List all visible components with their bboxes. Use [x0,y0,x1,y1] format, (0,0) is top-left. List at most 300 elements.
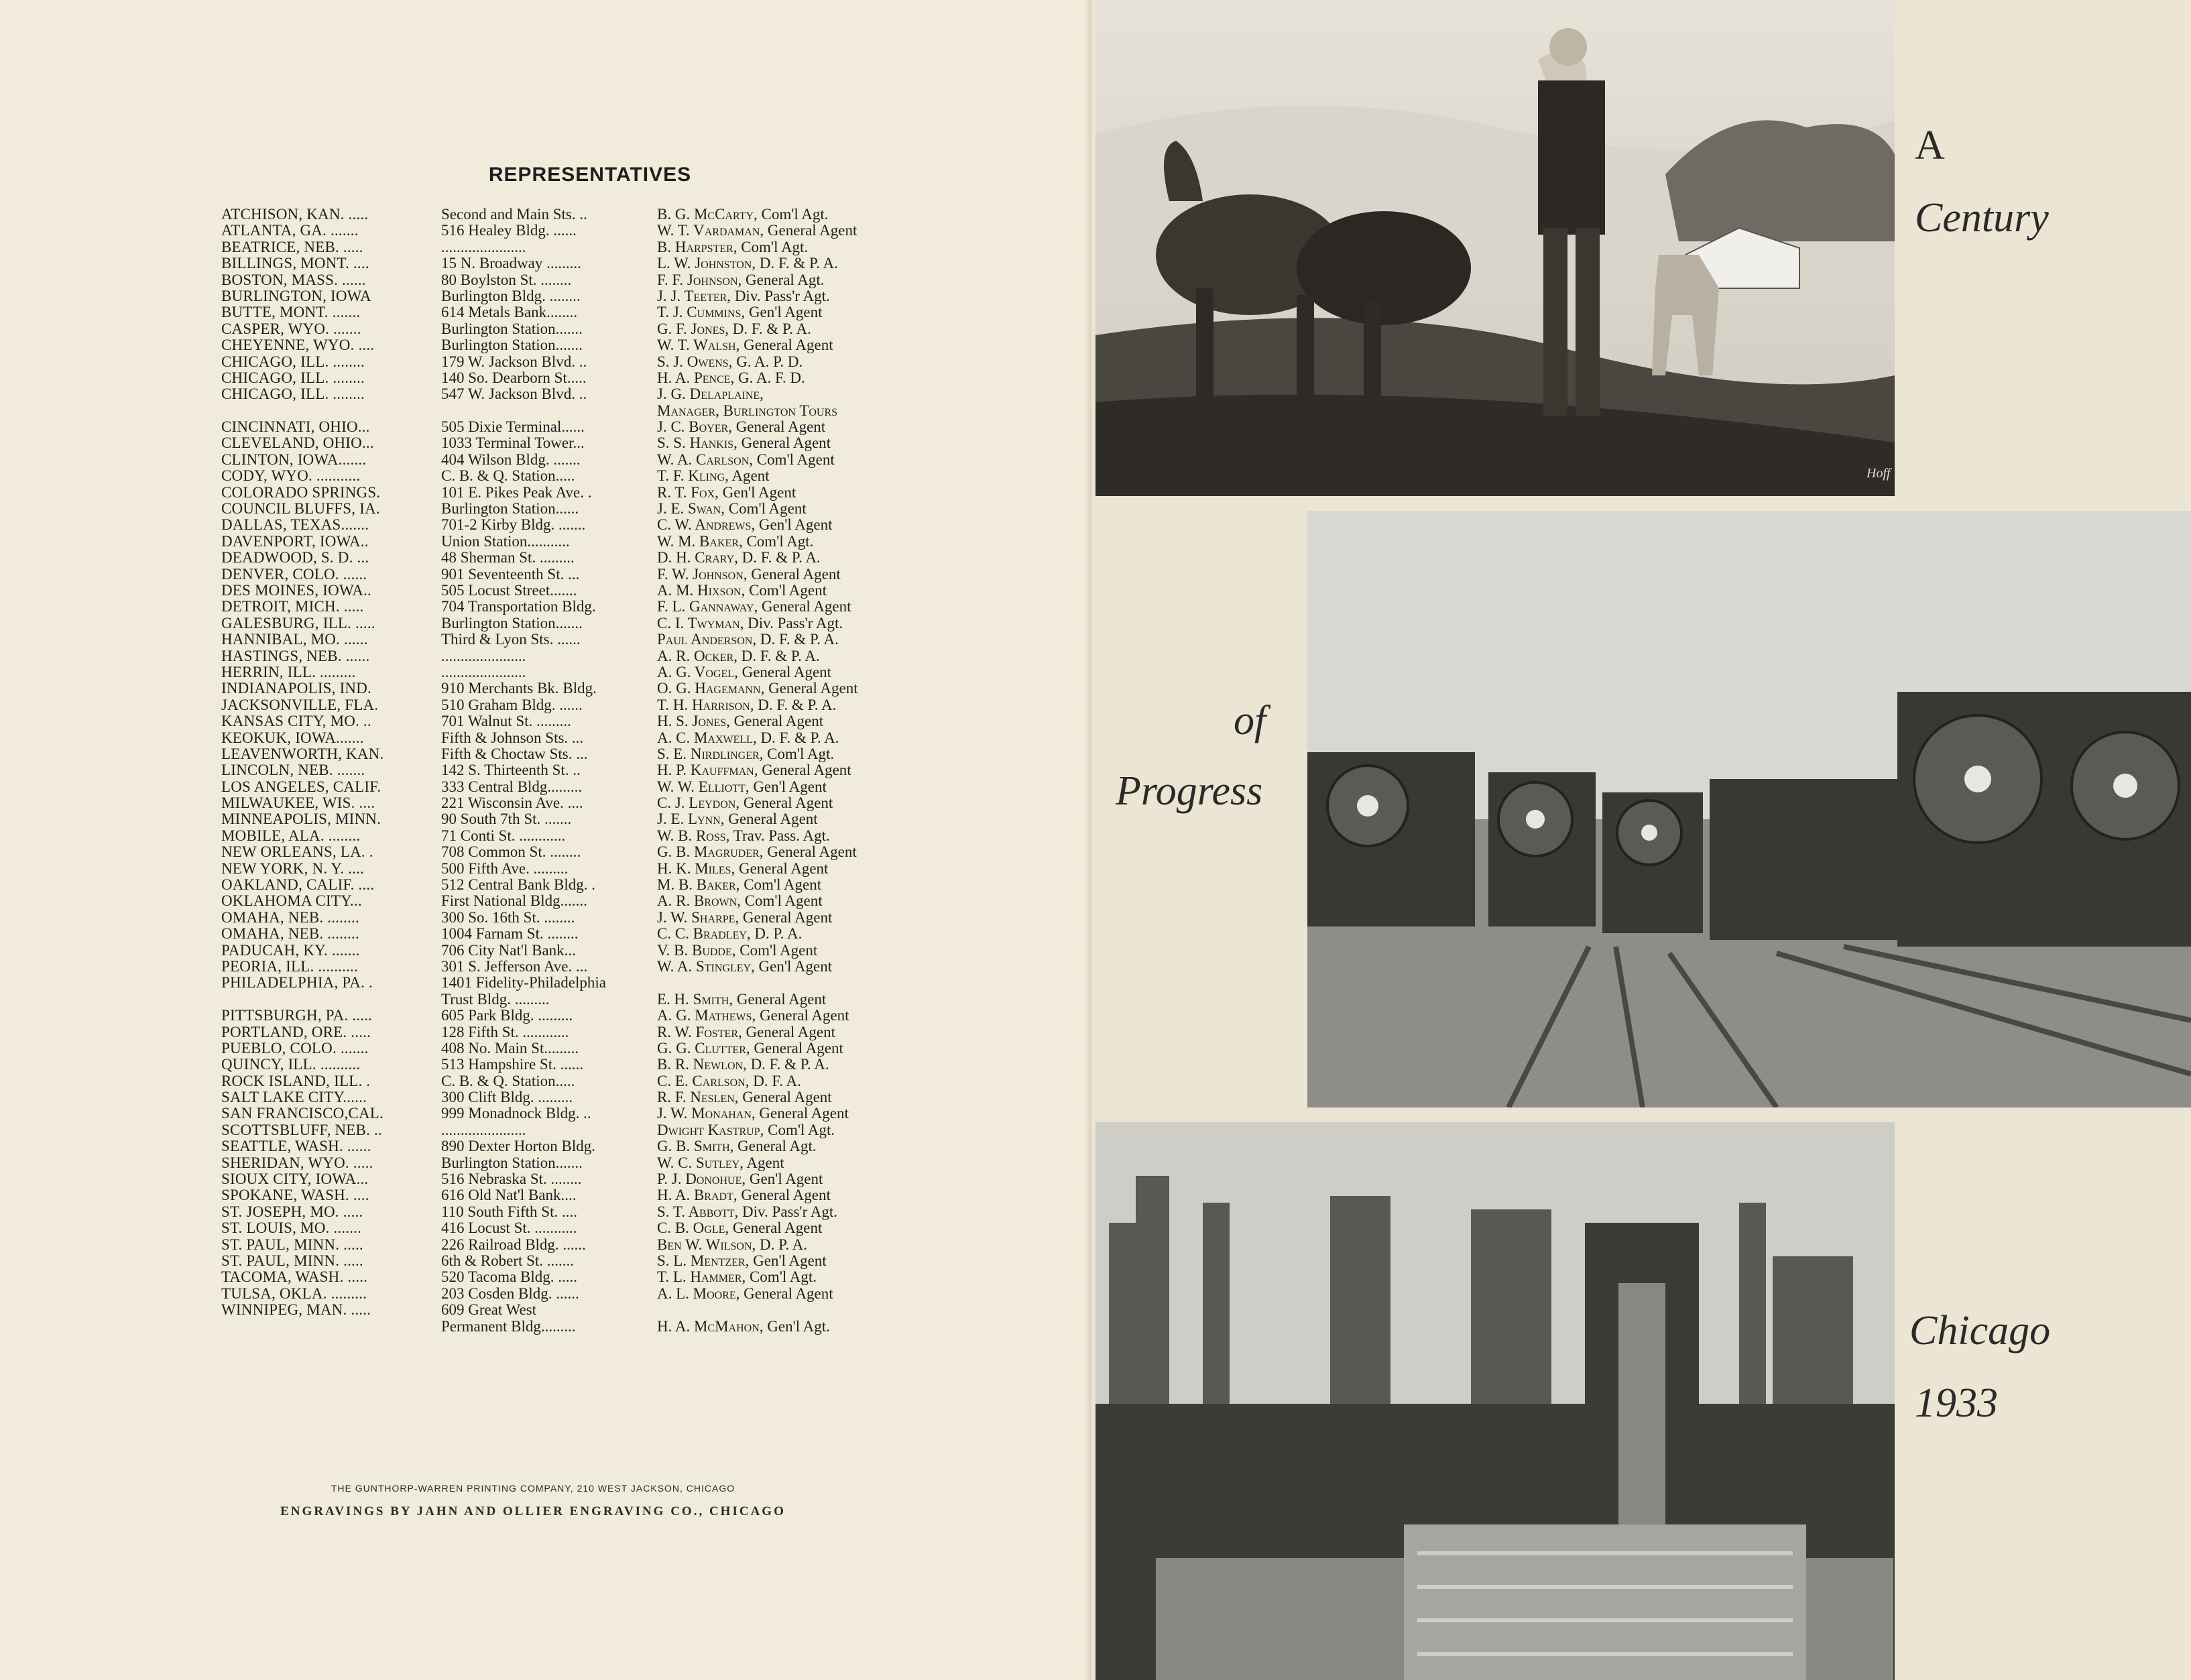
rep-address: 516 Healey Bldg. ...... [441,223,577,239]
representative-row [221,517,919,533]
rep-address: Burlington Station....... [441,320,583,337]
representative-row [221,861,919,877]
representative-row [221,926,919,942]
rep-city: KEOKUK, IOWA....... [221,729,364,746]
rep-agent [657,779,827,795]
rep-agent-title: Com'l Agt. [764,1121,835,1138]
rep-agent-title: General Agent [755,1105,849,1122]
rep-agent-name: T. J. Cummins, [657,304,746,321]
rep-address: Burlington Station...... [441,501,579,518]
rep-agent-title: Com'l Agent [753,451,835,468]
rep-agent [657,730,839,746]
representative-row [221,1187,919,1203]
rep-agent-title: Gen'l Agent [754,957,833,975]
rep-agent-title: Com'l Agent [724,500,807,518]
rep-city: DES MOINES, IOWA.. [221,582,372,599]
rep-agent-name: L. W. Johnston, [657,255,756,272]
rep-city: CHICAGO, ILL. ........ [221,353,365,370]
rep-agent-title: Div. Pass'r Agt. [738,1203,837,1220]
rep-agent-name: W. W. Elliott, [657,778,750,795]
rep-agent [657,485,796,501]
rep-agent [657,992,826,1008]
rep-agent [657,910,832,926]
rep-city: COLORADO SPRINGS. [221,484,381,501]
rep-address: 300 So. 16th St. ........ [441,909,575,926]
representative-row [221,321,919,337]
representatives-heading: REPRESENTATIVES [488,164,692,186]
rep-agent-name: H. K. Miles, [657,859,735,877]
rep-city: MILWAUKEE, WIS. .... [221,795,375,812]
rep-agent-title: General Agent [739,794,833,812]
rep-agent [657,680,858,697]
rep-city: HASTINGS, NEB. ...... [221,648,370,664]
rep-agent-title: General Agent [756,1007,849,1024]
rep-address: C. B. & Q. Station..... [441,1073,575,1089]
rep-address: 1033 Terminal Tower... [441,435,585,452]
rep-agent-title: General Agent [747,565,841,583]
right-page [1091,0,2191,1680]
rep-address: 614 Metals Bank........ [441,304,578,321]
rep-agent-name: A. C. Maxwell, [657,729,757,746]
rep-agent-name: F. W. Johnson, [657,565,748,583]
representative-row [221,386,919,402]
rep-agent [657,1220,822,1236]
rep-agent [657,583,827,599]
rep-agent-name: S. J. Owens, [657,353,733,370]
rep-address: 609 Great West [441,1302,537,1319]
rep-agent [657,713,823,729]
rep-city: SAN FRANCISCO,CAL. [221,1105,383,1122]
rep-agent [657,1187,831,1203]
rep-address: 500 Fifth Ave. ......... [441,860,569,877]
representative-row [221,779,919,795]
rep-address: ...................... [441,648,526,664]
rep-agent-title: D. F. & P. A. [729,320,811,337]
representative-row [221,1138,919,1154]
representative-row [221,272,919,288]
representative-row [221,697,919,713]
representative-row [221,632,919,648]
rep-agent-title: General Agent [742,1023,835,1040]
rep-address: 520 Tacoma Bldg. ..... [441,1269,578,1286]
rep-city: CHEYENNE, WYO. .... [221,337,375,354]
rep-city: BOSTON, MASS. ...... [221,272,366,288]
title-of: of [1234,698,1266,743]
representative-row [221,746,919,762]
rep-agent-title: General Agent [750,1039,843,1057]
rep-agent-title: D. P. A. [756,1236,807,1253]
rep-agent [657,1253,827,1269]
representative-row [221,419,919,435]
rep-agent [657,959,832,975]
rep-agent-title: D. F. & P. A. [756,729,839,746]
rep-agent-name: F. L. Gannaway, [657,598,758,615]
rep-city: BILLINGS, MONT. .... [221,255,369,272]
rep-agent-title: D. F. & P. A. [756,631,839,648]
rep-agent [657,354,803,370]
rep-agent-name: J. G. Delaplaine, [657,385,764,403]
representative-row [221,288,919,304]
rep-address: 90 South 7th St. ....... [441,811,572,828]
rep-agent-name: S. E. Nirdlinger, [657,745,764,762]
rep-city: LINCOLN, NEB. ....... [221,762,365,779]
representative-row [221,811,919,827]
rep-address: 616 Old Nat'l Bank.... [441,1187,577,1204]
rep-address: 6th & Robert St. ....... [441,1253,575,1269]
rep-agent-title: General Agt. [742,271,825,288]
representative-row [221,534,919,550]
rep-city: SEATTLE, WASH. ...... [221,1138,371,1155]
rep-agent-title: Manager, Burlington Tours [657,402,838,419]
representative-row [221,1155,919,1171]
rep-agent-name: J. C. Boyer, [657,418,732,436]
rep-agent-name: W. T. Vardaman, [657,222,764,239]
rep-address: Third & Lyon Sts. ...... [441,632,581,648]
rep-address: 505 Locust Street....... [441,582,577,599]
title-century: Century [1915,195,2049,241]
rep-agent [657,893,823,909]
rep-city: CHICAGO, ILL. ........ [221,386,365,403]
rep-address: 101 E. Pikes Peak Ave. . [441,484,592,501]
representative-row [221,304,919,320]
rep-agent-name: S. L. Mentzer, [657,1252,750,1269]
rep-city: CLEVELAND, OHIO... [221,435,374,452]
rep-agent [657,1024,835,1040]
rep-agent-title: D. P. A. [750,925,803,943]
rep-agent-title: D. F. & P. A. [737,549,821,566]
representative-row [221,599,919,615]
rep-agent [657,648,820,664]
rep-agent [657,370,805,386]
rep-agent-title: General Agent [737,1187,831,1204]
rep-agent [657,1122,835,1138]
rep-agent-name: C. I. Twyman, [657,614,744,632]
representative-row [221,435,919,451]
rep-agent [657,566,841,583]
rep-agent-name: G. G. Clutter, [657,1039,750,1057]
rep-address: 301 S. Jefferson Ave. ... [441,958,588,975]
rep-address: 890 Dexter Horton Bldg. [441,1138,595,1155]
rep-agent [657,1237,807,1253]
rep-agent [657,1155,784,1171]
rep-address: 408 No. Main St......... [441,1040,579,1057]
rep-city: LOS ANGELES, CALIF. [221,778,381,795]
rep-address: 512 Central Bank Bldg. . [441,877,595,894]
rep-address: 221 Wisconsin Ave. .... [441,795,583,812]
rep-agent-name: J. E. Lynn, [657,811,725,828]
rep-city: CLINTON, IOWA....... [221,451,367,468]
rep-address: 80 Boylston St. ........ [441,272,572,288]
rep-city: PITTSBURGH, PA. ..... [221,1008,373,1024]
rep-agent-title: General Agent [738,1089,832,1106]
rep-city: PORTLAND, ORE. ..... [221,1024,371,1040]
representative-row [221,206,919,223]
rep-address: 513 Hampshire St. ...... [441,1057,584,1073]
rep-agent [657,632,839,648]
rep-city: SIOUX CITY, IOWA... [221,1171,369,1188]
rep-address: Trust Bldg. ......... [441,991,550,1008]
rep-agent-title: G. A. F. D. [734,369,805,386]
rep-address: ...................... [441,239,526,255]
rep-agent [657,926,802,942]
representative-row [221,1237,919,1253]
rep-agent [657,1138,817,1154]
rep-agent-title: Gen'l Agent [755,516,833,534]
rep-agent [657,943,817,959]
rep-city: HANNIBAL, MO. ...... [221,632,368,648]
rep-agent-title: Div. Pass'r Agt. [731,287,830,304]
rep-agent-name: T. F. Kling, [657,467,729,485]
rep-agent-title: General Agent [731,418,826,436]
rep-agent-name: R. T. Fox, [657,483,719,501]
rep-agent-title: G. A. P. D. [732,353,803,370]
rep-city: SCOTTSBLUFF, NEB. .. [221,1122,382,1138]
representative-row [221,501,919,517]
rep-address: 179 W. Jackson Blvd. .. [441,353,587,370]
rep-agent-title: General Agent [739,908,833,926]
representative-row [221,664,919,680]
rep-city: OAKLAND, CALIF. .... [221,877,375,894]
rep-agent [657,501,807,517]
representative-row [221,583,919,599]
rep-address: 110 South Fifth St. .... [441,1203,577,1220]
rep-address: 226 Railroad Bldg. ...... [441,1236,586,1253]
representative-row [221,893,919,909]
rep-agent [657,795,833,811]
rep-agent-name: T. L. Hammer, [657,1268,746,1286]
rep-agent-name: H. P. Kauffman, [657,762,758,779]
rep-address: 71 Conti St. ............ [441,827,566,844]
representative-row [221,1073,919,1089]
rep-city: DENVER, COLO. ...... [221,566,367,583]
representative-row [221,713,919,729]
rep-address: First National Bldg....... [441,893,587,910]
rep-agent-name: J. W. Monahan, [657,1105,756,1122]
rep-city: DALLAS, TEXAS....... [221,517,369,534]
rep-agent [657,1057,829,1073]
rep-agent-title: Com'l Agt. [746,1268,817,1286]
rep-agent-title: D. F. & P. A. [754,696,837,713]
rep-city: COUNCIL BLUFFS, IA. [221,501,380,518]
rep-city: OMAHA, NEB. ........ [221,909,359,926]
representative-row [221,1040,919,1057]
rep-agent-name: H. S. Jones, [657,713,730,730]
rep-agent-title: Gen'l Agt. [763,1317,830,1335]
rep-address: Fifth & Choctaw Sts. ... [441,745,588,762]
rep-agent-name: B. G. McCarty, [657,206,758,223]
rep-city: NEW ORLEANS, LA. . [221,844,373,861]
rep-city: NEW YORK, N. Y. .... [221,860,364,877]
rep-agent-title: General Agent [739,337,833,354]
rep-city: BUTTE, MONT. ....... [221,304,361,321]
rep-agent-name: A. M. Hixson, [657,581,746,599]
rep-address: Burlington Station....... [441,337,583,354]
representative-row [221,762,919,778]
rep-address: 547 W. Jackson Blvd. .. [441,386,587,403]
representative-row [221,992,919,1008]
rep-agent-title: General Agt. [733,1138,817,1155]
painting-signature: Hoff [1867,466,1891,481]
representative-row [221,1057,919,1073]
rep-agent [657,255,838,272]
rep-agent-name: B. Harpster, [657,238,737,255]
rep-agent-title: Gen'l Agent [745,304,823,321]
rep-agent [657,337,833,353]
representative-row [221,550,919,566]
title-year: 1933 [1915,1380,1998,1426]
rep-agent [657,664,831,680]
representative-row [221,910,919,926]
rep-agent-name: T. H. Harrison, [657,696,754,713]
rep-agent [657,1204,837,1220]
rep-agent-title: D. F. & P. A. [756,255,838,272]
rep-city: SALT LAKE CITY...... [221,1089,367,1106]
representative-row [221,1008,919,1024]
representative-row [221,337,919,353]
rep-city: LEAVENWORTH, KAN. [221,745,384,762]
rep-agent-name: H. A. McMahon, [657,1317,764,1335]
rep-agent-name: B. R. Newlon, [657,1056,747,1073]
representative-row [221,1204,919,1220]
rep-city: DAVENPORT, IOWA.. [221,533,369,550]
rep-agent-title: General Agent [733,990,827,1008]
rep-address: Burlington Station....... [441,1154,583,1171]
rep-agent [657,239,808,255]
rep-agent [657,468,770,484]
representative-row [221,566,919,583]
rep-agent [657,844,857,860]
representative-row [221,1269,919,1285]
rep-agent-name: H. A. Pence, [657,369,735,386]
rep-agent-title: Gen'l Agent [746,1171,823,1188]
rep-agent [657,419,825,435]
rep-agent [657,1286,833,1302]
representative-row [221,844,919,860]
rep-address: Fifth & Johnson Sts. ... [441,729,584,746]
rep-city: DETROIT, MICH. ..... [221,599,364,615]
representative-row [221,975,919,991]
rep-address: 404 Wilson Bldg. ....... [441,451,581,468]
representative-row [221,1220,919,1236]
engraver-credit: ENGRAVINGS BY JAHN AND OLLIER ENGRAVING CO., CHICAGO [280,1504,786,1518]
rep-agent-title: Com'l Agt. [742,532,814,550]
rep-city: SPOKANE, WASH. .... [221,1187,369,1204]
rep-address: Burlington Station....... [441,615,583,632]
locomotives-photo [1307,511,2191,1107]
rep-agent-name: G. B. Magruder, [657,843,764,861]
rep-agent [657,811,818,827]
rep-address: 505 Dixie Terminal...... [441,419,585,436]
rep-city: PADUCAH, KY. ....... [221,942,360,959]
representative-row [221,1253,919,1269]
rep-agent-name: W. B. Ross, [657,827,730,844]
rep-agent-title: Agent [743,1154,784,1171]
rep-agent-title: D. F. & P. A. [746,1056,829,1073]
rep-address: 510 Graham Bldg. ...... [441,697,583,713]
rep-agent [657,386,764,402]
rep-city: ATLANTA, GA. ....... [221,223,359,239]
rep-address: 203 Cosden Bldg. ...... [441,1285,579,1302]
rep-agent [657,746,834,762]
rep-agent-title: General Agent [737,434,831,452]
rep-city: ST. PAUL, MINN. ..... [221,1253,363,1269]
rep-address: Union Station........... [441,533,570,550]
representative-row [221,1024,919,1040]
rep-city: PUEBLO, COLO. ....... [221,1040,369,1057]
rep-agent [657,206,829,223]
rep-agent-title: Trav. Pass. Agt. [729,827,830,844]
rep-address: 999 Monadnock Bldg. .. [441,1105,591,1122]
representative-row [221,403,919,419]
representative-row [221,877,919,893]
representative-row [221,223,919,239]
rep-agent-name: E. H. Smith, [657,990,733,1008]
rep-agent-title: General Agent [739,1284,833,1302]
rep-agent-title: General Agent [763,843,857,861]
representative-row [221,959,919,975]
rep-address: 15 N. Broadway ......... [441,255,581,272]
title-progress: Progress [1116,768,1263,814]
rep-city: ATCHISON, KAN. ..... [221,206,369,223]
rep-city: PHILADELPHIA, PA. . [221,975,373,992]
rep-agent-name: P. J. Donohue, [657,1171,746,1188]
rep-agent-name: H. A. Bradt, [657,1187,737,1204]
rep-agent [657,272,825,288]
rep-agent-name: A. R. Ocker, [657,647,737,664]
rep-agent-name: G. B. Smith, [657,1138,734,1155]
rep-agent [657,321,811,337]
rep-agent-name: A. G. Vogel, [657,663,738,680]
rep-agent [657,1319,830,1335]
rep-agent-title: Agent [728,467,770,485]
representative-row [221,943,919,959]
rep-agent [657,403,837,419]
rep-agent-title: General Agent [764,680,858,697]
rep-agent [657,1089,832,1105]
rep-address: 333 Central Bldg......... [441,778,583,795]
rep-agent-title: General Agent [735,859,829,877]
rep-agent [657,1008,849,1024]
rep-address: 1004 Farnam St. ........ [441,926,579,943]
rep-agent [657,1105,849,1122]
representative-row [221,795,919,811]
rep-agent [657,223,857,239]
rep-agent-name: M. B. Baker, [657,876,740,894]
rep-address: Burlington Bldg. ........ [441,288,581,304]
rep-agent-name: R. F. Neslen, [657,1089,739,1106]
rep-agent-title: Gen'l Agent [718,483,796,501]
rep-agent-title: General Agent [758,598,851,615]
chicago-skyline-photo [1096,1122,1895,1680]
rep-agent-name: J. J. Teeter, [657,287,731,304]
rep-city: ROCK ISLAND, ILL. . [221,1073,371,1089]
title-a: A [1915,123,1945,168]
rep-agent-title: Com'l Agt. [737,238,809,255]
rep-agent-name: D. H. Crary, [657,549,738,566]
rep-agent [657,517,832,533]
rep-agent-name: W. T. Walsh, [657,337,740,354]
rep-city: WINNIPEG, MAN. ..... [221,1302,371,1319]
rep-agent [657,1040,843,1057]
rep-agent-title: General Agent [758,762,851,779]
rep-agent-title: Com'l Agt. [763,745,835,762]
representative-row [221,828,919,844]
rep-address: 901 Seventeenth St. ... [441,566,580,583]
representative-row [221,1105,919,1122]
rep-agent-title: Com'l Agent [739,876,822,894]
rep-agent-name: C. B. Ogle, [657,1219,729,1237]
representative-row [221,730,919,746]
